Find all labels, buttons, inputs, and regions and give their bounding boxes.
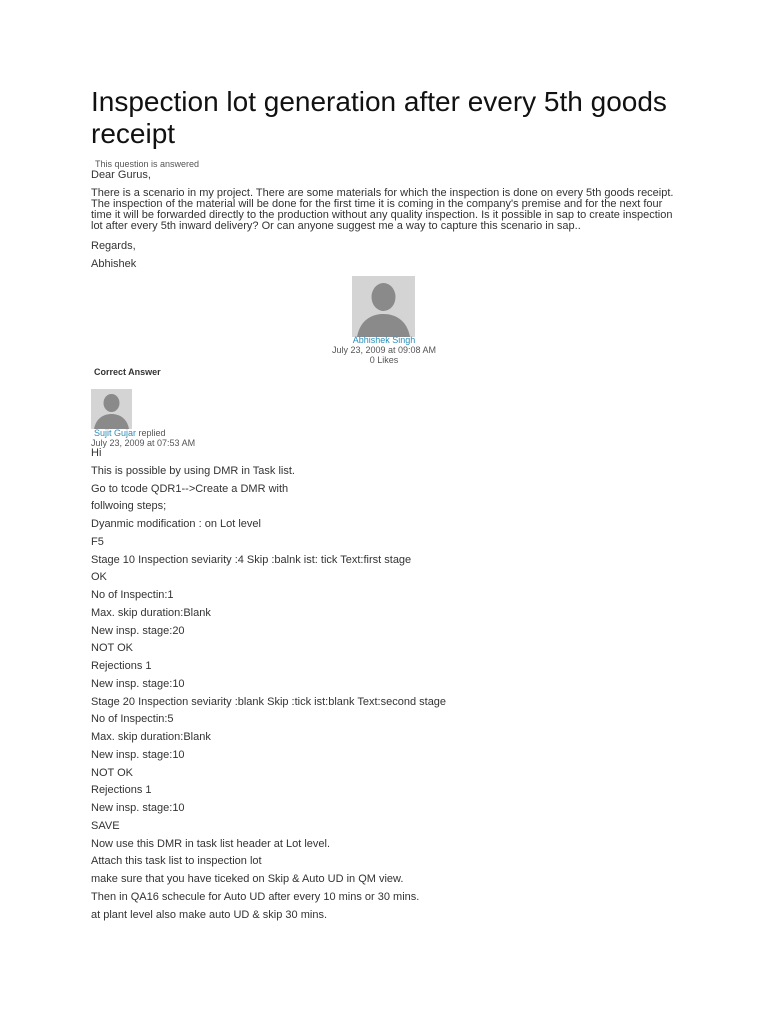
user-avatar-icon[interactable] <box>352 276 415 337</box>
question-author-block <box>284 335 484 365</box>
answer-line: Stage 20 Inspection seviarity :blank Skip :tick ist:blank Text:second stage <box>91 695 447 708</box>
answer-line: follwoing steps; <box>91 500 167 513</box>
answer-line: NOT OK <box>91 766 133 779</box>
answer-line: Max. skip duration:Blank <box>91 606 211 619</box>
page-title: Inspection lot generation after every 5th goods receipt <box>91 86 667 149</box>
answer-line: No of Inspectin:5 <box>91 713 174 726</box>
avatar-silhouette <box>91 389 132 429</box>
correct-answer-label: Correct Answer <box>94 367 161 377</box>
answer-line: Rejections 1 <box>91 784 152 797</box>
answer-line: Max. skip duration:Blank <box>91 731 211 743</box>
answer-line: at plant level also make auto UD & skip 30 mins. <box>91 908 328 921</box>
answer-line: NOT OK <box>91 642 133 655</box>
answer-body <box>91 447 446 926</box>
question-body: There is a scenario in my project. There are some materials for which the inspection is done on every 5th goods receipt. The inspection of the material will be done for the first time it is coming in the company's premise and for the next four time it will be forwarded directly to the production without any quality inspection. Is it possible in sap to create inspection lot after every 5th inward delivery? Or can anyone suggest me a way to capture this scenario in sap.. <box>91 187 674 232</box>
answer-line: OK <box>91 571 107 584</box>
answer-line: Rejections 1 <box>91 660 152 672</box>
answer-line: Hi <box>91 447 102 459</box>
question-date: July 23, 2009 at 09:08 AM <box>331 345 437 355</box>
answer-line: Go to tcode QDR1-->Create a DMR with <box>91 482 289 495</box>
question-greeting: Dear Gurus, <box>91 169 151 181</box>
answer-action: replied <box>138 428 166 438</box>
answer-line: New insp. stage:10 <box>91 802 185 814</box>
question-author-link[interactable]: Abhishek Singh <box>352 335 416 345</box>
answer-line: F5 <box>91 535 104 548</box>
answer-author-link[interactable]: Sujit Gujar <box>94 428 137 438</box>
answer-line: New insp. stage:10 <box>91 748 185 761</box>
answer-line: Now use this DMR in task list header at Lot level. <box>91 837 331 850</box>
answer-line: No of Inspectin:1 <box>91 589 174 601</box>
question-signature: Abhishek <box>91 258 137 270</box>
user-avatar-icon[interactable] <box>91 389 132 429</box>
answer-line: This is possible by using DMR in Task list. <box>91 464 295 477</box>
answer-line: Dyanmic modification : on Lot level <box>91 518 261 530</box>
answer-line: make sure that you have ticeked on Skip & Auto UD in QM view. <box>91 873 404 885</box>
answer-date: July 23, 2009 at 07:53 AM <box>91 438 196 448</box>
answer-line: Attach this task list to inspection lot <box>91 855 262 868</box>
answer-line: SAVE <box>91 819 120 832</box>
question-likes: 0 Likes <box>369 355 399 365</box>
answer-meta <box>91 428 195 448</box>
answer-line: New insp. stage:20 <box>91 624 185 637</box>
answer-line: New insp. stage:10 <box>91 677 185 690</box>
question-regards: Regards, <box>91 240 136 252</box>
avatar-silhouette <box>352 276 415 337</box>
answered-status: This question is answered <box>95 159 200 169</box>
answer-line: Stage 10 Inspection seviarity :4 Skip :balnk ist: tick Text:first stage <box>91 553 412 566</box>
answer-line: Then in QA16 schecule for Auto UD after every 10 mins or 30 mins. <box>91 890 420 903</box>
